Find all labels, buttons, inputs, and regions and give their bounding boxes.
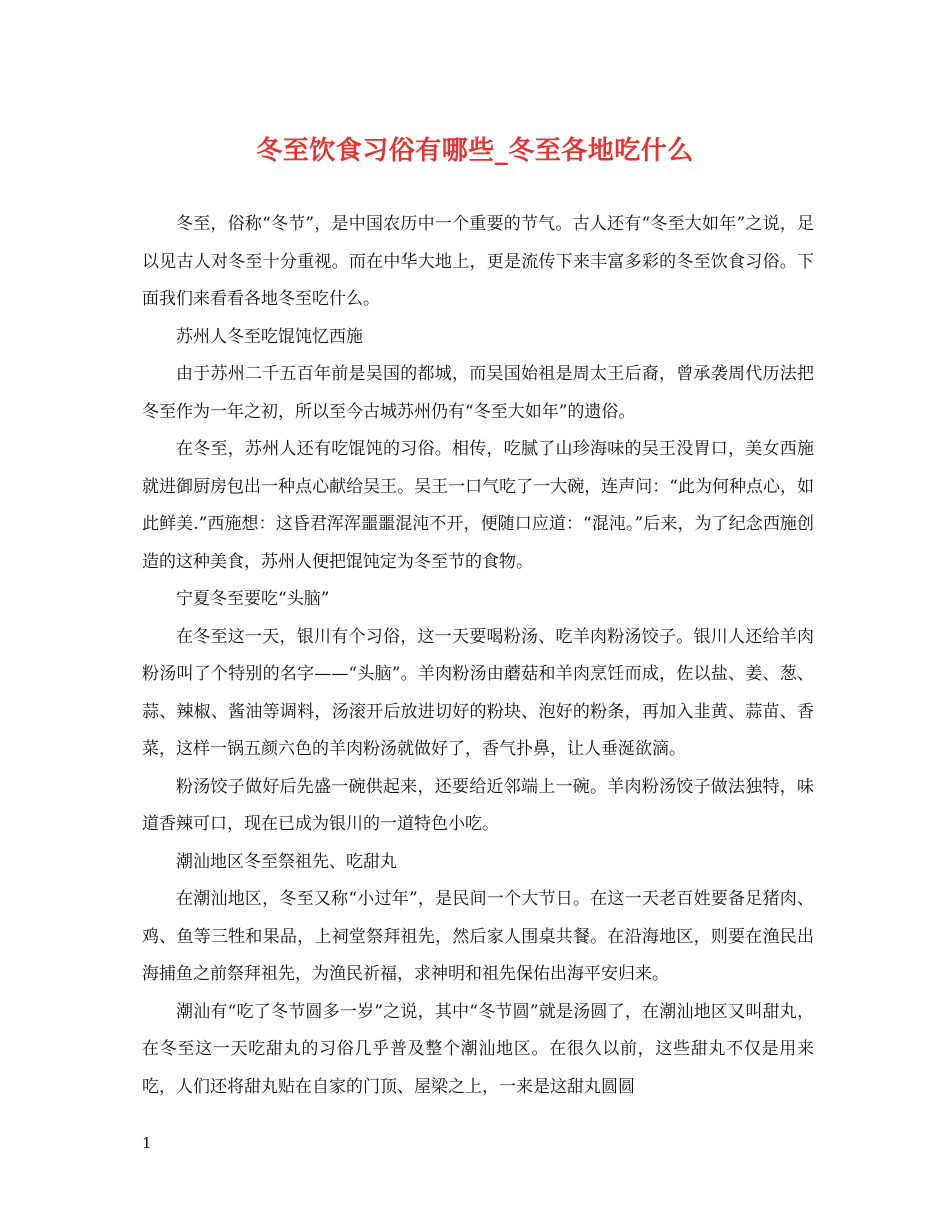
- paragraph: 在潮汕地区，冬至又称“小过年”，是民间一个大节日。在这一天老百姓要备足猪肉、鸡、鱼等三牲和果品，上祠堂祭拜祖先，然后家人围桌共餐。在沿海地区，则要在渔民出海捕鱼之前祭拜祖先，为渔民祈福，求神明和祖先保佑出海平安归来。: [142, 889, 814, 984]
- section-heading-ningxia: 宁夏冬至要吃“头脑”: [176, 589, 330, 609]
- paragraph: 潮汕有“吃了冬节圆多一岁”之说，其中“冬节圆”就是汤圆了，在潮汕地区又叫甜丸，在冬至这一天吃甜丸的习俗几乎普及整个潮汕地区。在很久以前，这些甜丸不仅是用来吃，人们还将甜丸贴在自家的门顶、屋梁之上，一来是这甜丸圆圆: [142, 1001, 814, 1097]
- document-body: [142, 206, 814, 1106]
- paragraph: 在冬至，苏州人还有吃馄饨的习俗。相传，吃腻了山珍海味的吴王没胃口，美女西施就进御厨房包出一种点心献给吴王。吴王一口气吃了一大碗，连声问：“此为何种点心，如此鲜美.”西施想：这昏君浑浑噩噩混沌不开，便随口应道：“混沌。”后来，为了纪念西施创造的这种美食，苏州人便把馄饨定为冬至节的食物。: [142, 439, 814, 572]
- section-heading-suzhou: 苏州人冬至吃馄饨忆西施: [176, 326, 363, 347]
- paragraph-intro: 冬至，俗称“冬节”，是中国农历中一个重要的节气。古人还有“冬至大如年”之说，足以见古人对冬至十分重视。而在中华大地上，更是流传下来丰富多彩的冬至饮食习俗。下面我们来看看各地冬至吃什么。: [142, 214, 814, 309]
- paragraph: 粉汤饺子做好后先盛一碗供起来，还要给近邻端上一碗。羊肉粉汤饺子做法独特，味道香辣可口，现在已成为银川的一道特色小吃。: [142, 776, 814, 834]
- paragraph: 在冬至这一天，银川有个习俗，这一天要喝粉汤、吃羊肉粉汤饺子。银川人还给羊肉粉汤叫了个特别的名字——“头脑”。羊肉粉汤由蘑菇和羊肉烹饪而成，佐以盐、姜、葱、蒜、辣椒、酱油等调料，汤滚开后放进切好的粉块、泡好的粉条，再加入韭黄、蒜苗、香菜，这样一锅五颜六色的羊肉粉汤就做好了，香气扑鼻，让人垂涎欲滴。: [142, 626, 814, 759]
- section-heading-chaoshan: 潮汕地区冬至祭祖先、吃甜丸: [176, 851, 397, 872]
- document-title: 冬至饮食习俗有哪些_冬至各地吃什么: [256, 136, 694, 166]
- paragraph: 由于苏州二千五百年前是吴国的都城，而吴国始祖是周太王后裔，曾承袭周代历法把冬至作为一年之初，所以至今古城苏州仍有“冬至大如年”的遗俗。: [142, 364, 814, 422]
- page-number: 1: [142, 1134, 152, 1152]
